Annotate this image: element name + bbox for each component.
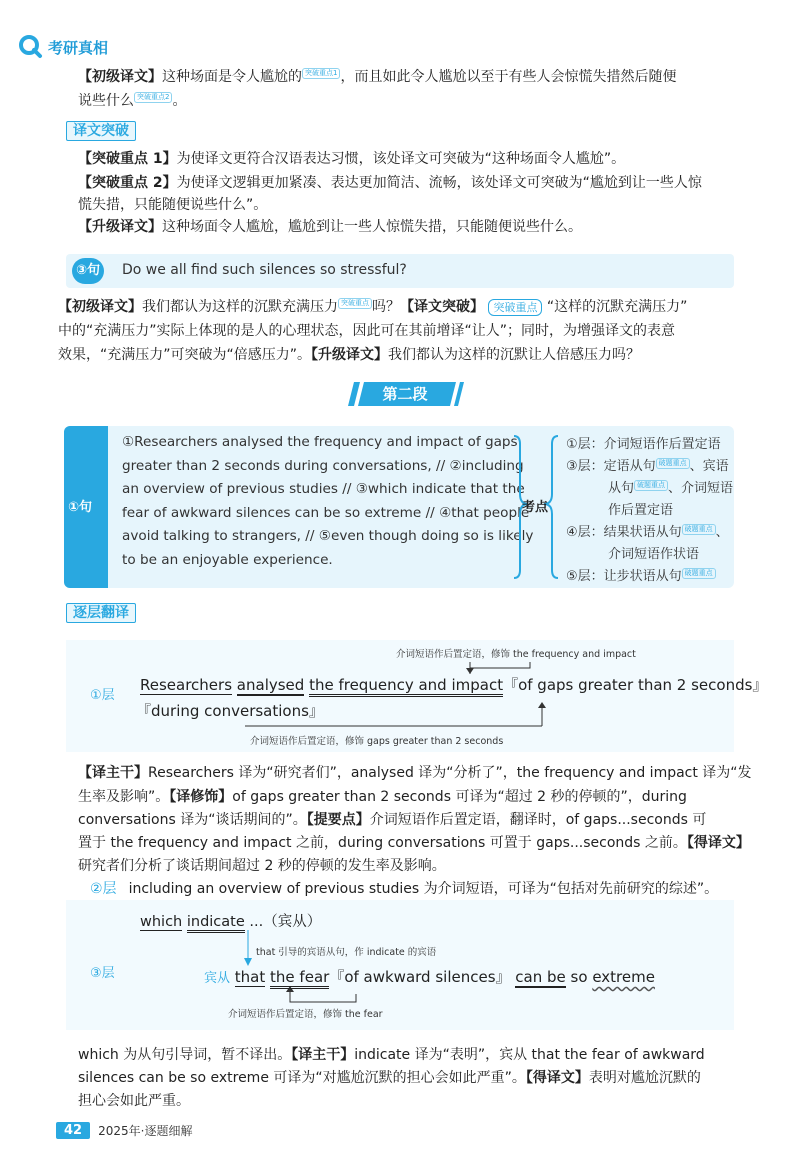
- layer1-note-top: 介词短语作后置定语，修饰 the frequency and impact: [396, 649, 636, 660]
- block1-line1: 【初级译文】这种场面是令人尴尬的 突破重点1 ，而且如此令人尴尬以至于有些人会惊慌失措然后随便: [78, 69, 677, 85]
- kaodian-label: 考点: [522, 500, 549, 515]
- tag-breakthrough-2: 突破重点2: [134, 92, 172, 103]
- kaodian-point: 从句 破题重点 、介词短语: [608, 480, 734, 496]
- para1-line5: 研究者们分析了谈话期间超过 2 秒的停顿的发生率及影响。: [78, 858, 446, 874]
- sentence3-line1: 【初级译文】我们都认为这样的沉默充满压力 突破重点 吗？【译文突破】 突破重点 “这样的沉默充满压力”: [58, 299, 688, 315]
- book-title: 2025年·逐题细解: [98, 1124, 193, 1138]
- layer3-top: which indicate ...（宾从）: [140, 910, 321, 931]
- layer3-sentence: 宾从 that the fear『of awkward silences』 can be so extreme: [204, 966, 655, 987]
- sentence3-english: Do we all find such silences so stressful?: [122, 262, 407, 278]
- breakthrough-title: 译文突破: [66, 121, 136, 141]
- layer-translation-title: 逐层翻译: [66, 603, 136, 623]
- para1-line4: 置于 the frequency and impact 之前，during conversations 可置于 gaps...seconds 之前。【得译文】: [78, 835, 750, 851]
- para1-line2: 生率及影响”。【译修饰】of gaps greater than 2 seconds 可译为“超过 2 秒的停顿的”，during: [78, 789, 687, 805]
- para3-line1: which 为从句引导词，暂不译出。【译主干】indicate 译为“表明”，宾从 that the fear of awkward: [78, 1047, 705, 1063]
- layer1-sentence-line2: 『during conversations』: [136, 702, 324, 720]
- tag-breakthrough-1: 突破重点1: [302, 68, 340, 79]
- layer3-note-mid: that 引导的宾语从句，作 indicate 的宾语: [256, 947, 437, 958]
- layer3-label: ③层: [90, 966, 115, 981]
- header-logo: [18, 34, 108, 60]
- kaodian-point: ⑤层：让步状语从句 破题重点: [566, 566, 733, 588]
- sentence1-english: ①Researchers analysed the frequency and impact of gaps greater than 2 seconds during conversations, // ②including an overview of previous studies // ③which indicate that the fear of awkward silences can be so extreme // ④that people avoid talking to strangers, // ⑤even though doing so is likely to be an enjoyable experience.: [122, 434, 534, 568]
- breakthrough-p3: 【升级译文】这种场面令人尴尬，尴尬到让一些人惊慌失措，只能随便说些什么。: [78, 219, 582, 235]
- layer1-note-bottom: 介词短语作后置定语，修饰 gaps greater than 2 seconds: [250, 736, 504, 747]
- kaodian-point: ④层：结果状语从句 破题重点 、: [566, 524, 729, 540]
- sentence3-line2: 中的“充满压力”实际上体现的是人的心理状态，因此可在其前增译“让人”；同时，为增强译文的表意: [58, 323, 676, 339]
- breakthrough-p2b: 慌失措，只能随便说些什么”。: [78, 197, 268, 213]
- sentence3-line3: 效果，“充满压力”可突破为“倍感压力”。【升级译文】我们都认为这样的沉默让人倍感压力吗？: [58, 347, 641, 363]
- kaodian-point: ①层：介词短语作后置定语: [566, 437, 721, 452]
- block1-line2: 说些什么 突破重点2 。: [78, 93, 187, 109]
- layer1-sentence: Researchers analysed the frequency and impact『of gaps greater than 2 seconds』: [140, 674, 767, 695]
- sentence3-badge: ③句: [72, 258, 104, 284]
- section-title: 第二段: [346, 380, 464, 408]
- kaodian-point: 作后置定语: [608, 503, 674, 518]
- breakthrough-section: [66, 120, 136, 140]
- para1-line1: 【译主干】Researchers 译为“研究者们”，analysed 译为“分析了”，the frequency and impact 译为“发: [78, 765, 752, 781]
- kaodian-point: 介词短语作状语: [608, 547, 700, 562]
- footer: [56, 1122, 192, 1139]
- kaodian-points: [566, 434, 733, 588]
- layer2-line: ②层 including an overview of previous studies 为介词短语，可译为“包括对先前研究的综述”。: [90, 881, 719, 897]
- breakthrough-p2: 【突破重点 2】为使译文逻辑更加紧凑、表达更加简洁、流畅，该处译文可突破为“尴尬到让一些人惊: [78, 175, 702, 191]
- para3-line3: 担心会如此严重。: [78, 1093, 190, 1109]
- layer1-label: ①层: [90, 688, 115, 703]
- layer3-note-bottom: 介词短语作后置定语，修饰 the fear: [228, 1009, 383, 1020]
- para3-line2: silences can be so extreme 可译为“对尴尬沉默的担心会如此严重”。【得译文】表明对尴尬沉默的: [78, 1070, 701, 1086]
- sentence1-badge: ①句: [68, 500, 93, 515]
- breakthrough-p1: 【突破重点 1】为使译文更符合汉语表达习惯，该处译文可突破为“这种场面令人尴尬”。: [78, 151, 626, 167]
- logo-text: 考研真相: [48, 38, 109, 57]
- layer-translation-title-wrap: [66, 602, 136, 622]
- para1-line3: conversations 译为“谈话期间的”。【提要点】介词短语作后置定语，翻译时，of gaps...seconds 可: [78, 812, 707, 828]
- page-number: 42: [56, 1122, 90, 1139]
- search-logo-icon: [18, 34, 44, 60]
- kaodian-point: ③层：定语从句 破题重点 、宾语: [566, 458, 729, 474]
